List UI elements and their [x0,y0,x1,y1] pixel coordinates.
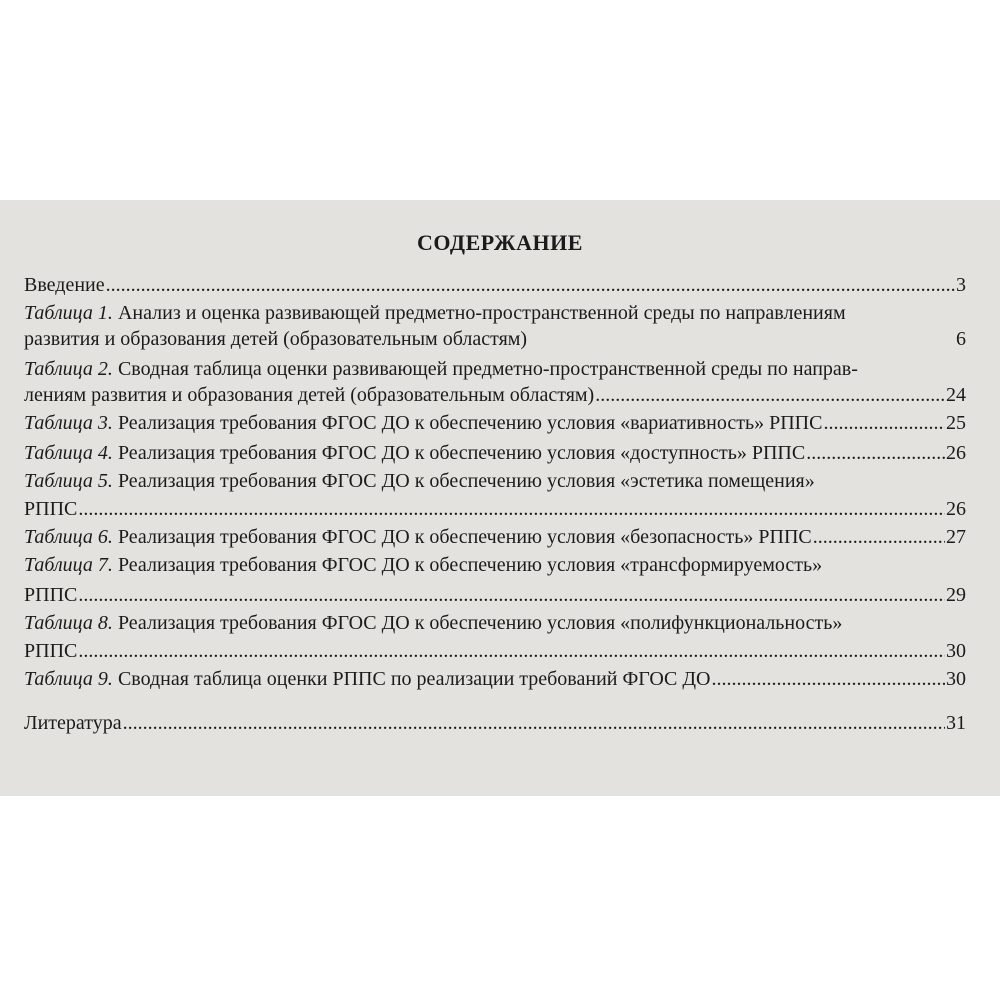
toc-leader-dots [813,524,945,550]
toc-entry-label: Таблица 5. [24,470,113,492]
toc-page-number: 30 [946,640,966,662]
toc-entry-title-cont: РППС [24,640,78,662]
toc-leader-dots [106,272,955,298]
toc-entry-title: Реализация требования ФГОС ДО к обеспечению условия «вариативность» РППС [117,412,823,434]
toc-entry-table-7-line2 [24,582,966,608]
toc-leader-dots [806,440,945,466]
toc-entry-label: Таблица 6. [24,526,113,548]
book-page [0,200,1000,796]
toc-entry-title: Введение [24,274,105,296]
toc-entry-title-cont: лениям развития и образования детей (образовательным областям) [24,384,595,406]
page-title: СОДЕРЖАНИЕ [417,230,583,255]
toc-leader-dots [78,496,945,522]
toc-page-number: 24 [946,384,966,406]
toc-entry-literature [24,710,966,736]
toc-entry-title-cont: РППС [24,498,78,520]
toc-entry-table-5-line1 [24,468,966,494]
toc-entry-label: Таблица 1. [24,302,113,324]
toc-entry-table-4 [24,440,966,466]
toc-entry-table-6 [24,524,966,550]
toc-page-number: 3 [956,274,966,296]
toc-entry-label: Таблица 3. [24,412,113,434]
toc-leader-dots [123,710,945,736]
toc-page-number: 29 [946,584,966,606]
toc-entry-table-1-line2 [24,326,966,352]
toc-entry-title: Реализация требования ФГОС ДО к обеспечению условия «полифункциональность» [117,612,843,634]
toc-leader-dots [78,582,945,608]
toc-entry-table-3 [24,410,966,436]
toc-entry-table-7-line1 [24,552,966,578]
toc-page-number: 27 [946,526,966,548]
toc-entry-table-8-line2 [24,638,966,664]
toc-entry-title: Реализация требования ФГОС ДО к обеспечению условия «эстетика помещения» [117,470,815,492]
toc-entry-title: Сводная таблица оценки развивающей предметно-пространственной среды по направ- [117,358,858,380]
toc-entry-table-2-line1 [24,356,966,382]
toc-entry-label: Таблица 7. [24,554,113,576]
toc-entry-label: Таблица 4. [24,442,113,464]
toc-page-number: 6 [956,328,966,350]
toc-entry-intro [24,272,966,298]
toc-entry-label: Таблица 2. [24,358,113,380]
toc-entry-title: Анализ и оценка развивающей предметно-пространственной среды по направлениям [117,302,846,324]
toc-entry-title-cont: развития и образования детей (образовательным областям) [24,328,528,350]
toc-page-number: 26 [946,498,966,520]
toc-page-number: 30 [946,668,966,690]
toc-entry-title: Литература [24,712,122,734]
toc-entry-label: Таблица 8. [24,612,113,634]
toc-entry-table-8-line1 [24,610,966,636]
toc-leader-dots [711,666,945,692]
toc-entry-table-1-line1 [24,300,966,326]
toc-page-number: 25 [946,412,966,434]
toc-entry-label: Таблица 9. [24,668,113,690]
toc-entry-title: Сводная таблица оценки РППС по реализации требований ФГОС ДО [117,668,711,690]
toc-leader-dots [595,382,945,408]
toc-entry-table-9 [24,666,966,692]
toc-entry-table-5-line2 [24,496,966,522]
toc-entry-title-cont: РППС [24,584,78,606]
toc-entry-title: Реализация требования ФГОС ДО к обеспечению условия «безопасность» РППС [117,526,812,548]
toc-page-number: 31 [946,712,966,734]
toc-entry-title: Реализация требования ФГОС ДО к обеспечению условия «доступность» РППС [117,442,806,464]
toc-entry-title: Реализация требования ФГОС ДО к обеспечению условия «трансформируемость» [117,554,823,576]
toc-page-number: 26 [946,442,966,464]
toc-entry-table-2-line2 [24,382,966,408]
toc-leader-dots [78,638,945,664]
toc-leader-dots [823,410,945,436]
